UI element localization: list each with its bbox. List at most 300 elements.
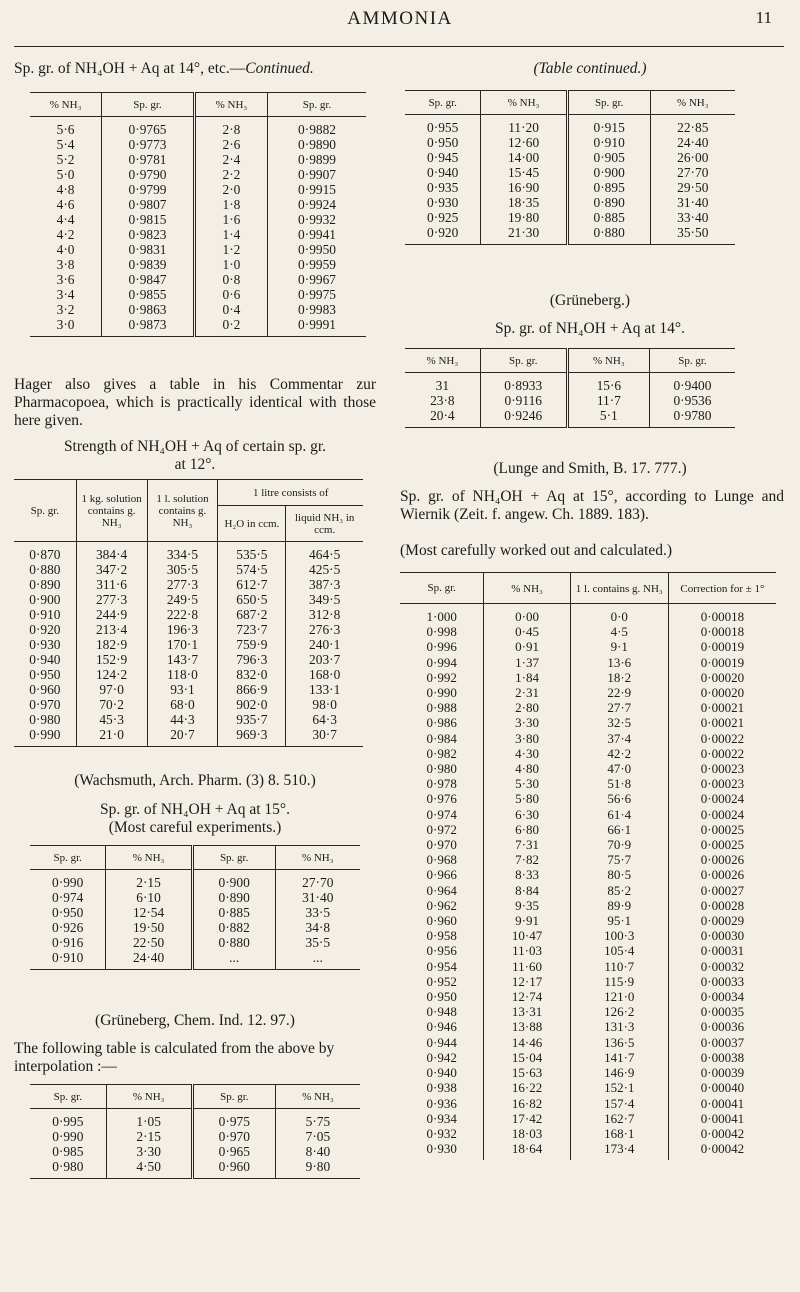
table7-header: 1 l. contains g. NH₃ xyxy=(570,573,668,604)
table-cell: 0·980 xyxy=(29,712,61,727)
table3-row xyxy=(30,950,360,970)
table2-header-spgr: Sp. gr. xyxy=(14,480,76,542)
table7-row xyxy=(400,746,776,761)
table6-title: Sp. gr. of NH₄OH + Aq at 14°. xyxy=(495,320,685,337)
table-cell: 0·9975 xyxy=(268,287,366,302)
table7-row xyxy=(400,1004,776,1019)
table-cell: 0·942 xyxy=(426,1049,457,1065)
table-cell: 0·9765 xyxy=(102,117,195,138)
table-cell: 11·20 xyxy=(481,115,567,136)
table2-row xyxy=(14,592,363,607)
table-cell: 0·915 xyxy=(567,115,650,136)
table-cell: 0·920 xyxy=(29,622,61,637)
table-cell: 18·2 xyxy=(570,670,668,685)
table-cell: 157·4 xyxy=(570,1096,668,1111)
table-cell: 0·946 xyxy=(426,1019,457,1035)
table-cell: 5·75 xyxy=(275,1109,360,1130)
table-cell: 0·950 xyxy=(52,905,84,920)
table-cell: 0·960 xyxy=(192,1159,275,1179)
table-cell: 0·945 xyxy=(427,150,459,165)
table-cell: 0·9915 xyxy=(268,182,366,197)
table-cell: 21·30 xyxy=(481,225,567,245)
table-cell: 0·998 xyxy=(426,624,457,640)
table2-header-litre: 1 l. solution contains g. NH₃ xyxy=(147,480,218,542)
table4-row xyxy=(30,1109,360,1130)
table-cell: 0·9781 xyxy=(102,152,195,167)
table-cell: 0·890 xyxy=(29,577,61,592)
table-cell: 2·31 xyxy=(484,685,570,700)
table-cell: 0·00025 xyxy=(668,837,776,852)
table-cell: 0·954 xyxy=(426,958,457,974)
table6-row xyxy=(405,408,735,428)
table-cell: 16·90 xyxy=(481,180,567,195)
table-cell: 0·9116 xyxy=(480,393,567,408)
table-cell: 35·50 xyxy=(650,225,735,245)
table-cell: 0·930 xyxy=(427,195,459,210)
table-cell: 0·6 xyxy=(194,287,267,302)
table-cell: 0·926 xyxy=(52,920,84,935)
table3-row xyxy=(30,935,360,950)
table-cell: 2·15 xyxy=(106,1129,192,1144)
table-cell: 0·916 xyxy=(52,935,84,950)
table-cell: 0·00034 xyxy=(668,989,776,1004)
table-cell: 0·9890 xyxy=(268,137,366,152)
table3-source: (Grüneberg, Chem. Ind. 12. 97.) xyxy=(95,1012,295,1029)
table-cell: 170·1 xyxy=(147,637,218,652)
table5-source: (Grüneberg.) xyxy=(549,292,631,309)
table-cell: 0·968 xyxy=(426,852,457,868)
table1-row xyxy=(30,117,366,138)
table-cell: 0·880 xyxy=(192,935,275,950)
table-cell: 0·00023 xyxy=(668,761,776,776)
table-cell: 100·3 xyxy=(570,928,668,943)
table-cell: 0·900 xyxy=(29,592,61,607)
table-cell: 15·6 xyxy=(567,373,649,394)
table-cell: 3·8 xyxy=(56,257,75,272)
table-cell: 2·80 xyxy=(484,700,570,715)
table-cell: 0·00036 xyxy=(668,1019,776,1034)
table-cell: 1·37 xyxy=(484,655,570,670)
table3-row xyxy=(30,870,360,891)
table-cell: 30·7 xyxy=(286,727,363,747)
table7-row xyxy=(400,867,776,882)
table-cell: 152·9 xyxy=(76,652,147,667)
table-cell: 21·0 xyxy=(76,727,147,747)
table-cell: 0·996 xyxy=(426,639,457,655)
table7-row xyxy=(400,913,776,928)
table-cell: 22·85 xyxy=(650,115,735,136)
table-cell: 196·3 xyxy=(147,622,218,637)
table-cell: 249·5 xyxy=(147,592,218,607)
table-cell: 4·2 xyxy=(56,227,75,242)
table7-row xyxy=(400,943,776,958)
table-cell: 0·00041 xyxy=(668,1096,776,1111)
table-cell: 0·944 xyxy=(426,1034,457,1050)
table6-row xyxy=(405,373,735,394)
table1-row xyxy=(30,137,366,152)
table-cell: 18·35 xyxy=(481,195,567,210)
table-cell: 0·980 xyxy=(426,761,457,777)
table7-row xyxy=(400,655,776,670)
table2-title: Strength of NH₄OH + Aq of certain sp. gr. xyxy=(63,438,327,455)
table-cell: 61·4 xyxy=(570,807,668,822)
table-cell: 0·9831 xyxy=(102,242,195,257)
table-cell: 0·00019 xyxy=(668,639,776,654)
table-cell: 0·00027 xyxy=(668,883,776,898)
table-cell: 5·1 xyxy=(567,408,649,428)
table-cell: 902·0 xyxy=(218,697,286,712)
table-cell: 759·9 xyxy=(218,637,286,652)
table7-header: % NH₃ xyxy=(484,573,570,604)
table-cell: 0·9899 xyxy=(268,152,366,167)
table-cell: 0·00021 xyxy=(668,715,776,730)
table7-row xyxy=(400,807,776,822)
table-cell: 0·9536 xyxy=(649,393,735,408)
table-cell: 0·00021 xyxy=(668,700,776,715)
table-cell: 0·910 xyxy=(29,607,61,622)
table-cell: 80·5 xyxy=(570,867,668,882)
table-cell: 24·40 xyxy=(106,950,192,970)
table-cell: 0·00018 xyxy=(668,624,776,639)
table-cell: 31·40 xyxy=(275,890,360,905)
table7-row xyxy=(400,1096,776,1111)
table-cell: 0·9847 xyxy=(102,272,195,287)
table-cell: 0·970 xyxy=(426,837,457,853)
table-cell: 44·3 xyxy=(147,712,218,727)
table-cell: ... xyxy=(275,950,360,970)
table1-row xyxy=(30,227,366,242)
table-cell: 0·958 xyxy=(426,928,457,944)
table3-row xyxy=(30,905,360,920)
table2-subtitle: at 12°. xyxy=(174,456,216,473)
table-cell: 0·970 xyxy=(192,1129,275,1144)
table-cell: 0·00038 xyxy=(668,1050,776,1065)
table-cell: 0·00033 xyxy=(668,974,776,989)
table-cell: 0·935 xyxy=(427,180,459,195)
table-cell: 0·990 xyxy=(29,727,61,742)
table-cell: 6·10 xyxy=(106,890,192,905)
table-cell: 0·960 xyxy=(426,913,457,929)
table-cell: 0·8 xyxy=(194,272,267,287)
table-cell: 0·986 xyxy=(426,715,457,731)
table-cell: 13·6 xyxy=(570,655,668,670)
table-cell: 0·4 xyxy=(194,302,267,317)
table-cell: 6·80 xyxy=(484,822,570,837)
table-cell: 0·965 xyxy=(192,1144,275,1159)
table4-header: Sp. gr. xyxy=(192,1085,275,1109)
table-cell: 387·3 xyxy=(286,577,363,592)
table-cell: 0·882 xyxy=(192,920,275,935)
table-cell: 0·900 xyxy=(192,870,275,891)
table-cell: 2·6 xyxy=(194,137,267,152)
table7-row xyxy=(400,883,776,898)
table-cell: 66·1 xyxy=(570,822,668,837)
table-cell: 0·9983 xyxy=(268,302,366,317)
table7-row xyxy=(400,837,776,852)
table-cell: 22·50 xyxy=(106,935,192,950)
table5-header: % NH₃ xyxy=(481,91,567,115)
table-cell: 26·00 xyxy=(650,150,735,165)
table-cell: 33·40 xyxy=(650,210,735,225)
table-cell: 20·7 xyxy=(147,727,218,747)
table-cell: 14·00 xyxy=(481,150,567,165)
table2-row xyxy=(14,712,363,727)
table7-row xyxy=(400,791,776,806)
table1-header: % NH₃ xyxy=(30,93,102,117)
table3-header: Sp. gr. xyxy=(192,846,275,870)
table-cell: 37·4 xyxy=(570,731,668,746)
table-cell: 29·50 xyxy=(650,180,735,195)
table6 xyxy=(405,348,735,428)
table-cell: 70·2 xyxy=(76,697,147,712)
table-cell: 93·1 xyxy=(147,682,218,697)
table4-row xyxy=(30,1159,360,1179)
table-cell: 0·974 xyxy=(426,806,457,822)
table5-row xyxy=(405,135,735,150)
table-cell: 0·00028 xyxy=(668,898,776,913)
table-cell: 0·990 xyxy=(52,875,84,890)
table-cell: 32·5 xyxy=(570,715,668,730)
table-cell: 0·9839 xyxy=(102,257,195,272)
table7-row xyxy=(400,1050,776,1065)
table-cell: 0·9873 xyxy=(102,317,195,337)
table7-row xyxy=(400,624,776,639)
table2-row xyxy=(14,682,363,697)
table-cell: 0·934 xyxy=(426,1110,457,1126)
table6-header: % NH₃ xyxy=(567,349,649,373)
table-cell: 15·45 xyxy=(481,165,567,180)
table-cell: 12·54 xyxy=(106,905,192,920)
table1-row xyxy=(30,197,366,212)
table-cell: 0·995 xyxy=(52,1114,84,1129)
table-cell: 0·9799 xyxy=(102,182,195,197)
table-cell: 650·5 xyxy=(218,592,286,607)
table2-row xyxy=(14,607,363,622)
table-cell: 11·60 xyxy=(484,959,570,974)
table3-header: % NH₃ xyxy=(106,846,192,870)
table1-row xyxy=(30,242,366,257)
table7-row xyxy=(400,898,776,913)
table-cell: 0·910 xyxy=(52,950,84,965)
table4-header: % NH₃ xyxy=(275,1085,360,1109)
table4-row xyxy=(30,1144,360,1159)
table-cell: 4·4 xyxy=(56,212,75,227)
table6-source: (Lunge and Smith, B. 17. 777.) xyxy=(493,460,687,477)
table-cell: 15·63 xyxy=(484,1065,570,1080)
table-cell: 0·00037 xyxy=(668,1035,776,1050)
table-cell: 0·9780 xyxy=(649,408,735,428)
table6-header: Sp. gr. xyxy=(480,349,567,373)
table-cell: 0·00023 xyxy=(668,776,776,791)
table-cell: 182·9 xyxy=(76,637,147,652)
table7-row xyxy=(400,731,776,746)
table1-header: % NH₃ xyxy=(194,93,267,117)
table-cell: 0·00026 xyxy=(668,852,776,867)
table-cell: 0·9967 xyxy=(268,272,366,287)
table2-header-water: H₂O in ccm. xyxy=(218,506,286,542)
table1-header: Sp. gr. xyxy=(102,93,195,117)
table-cell: 97·0 xyxy=(76,682,147,697)
table-cell: 4·8 xyxy=(56,182,75,197)
table-cell: 51·8 xyxy=(570,776,668,791)
table1-row xyxy=(30,182,366,197)
paragraph-lunge-note: (Most carefully worked out and calculated.) xyxy=(400,542,673,559)
table3 xyxy=(30,845,360,970)
table-cell: 612·7 xyxy=(218,577,286,592)
table2-row xyxy=(14,652,363,667)
table-cell: 8·33 xyxy=(484,867,570,882)
table-cell: 0·00029 xyxy=(668,913,776,928)
table-cell: 0·890 xyxy=(192,890,275,905)
table-cell: 3·0 xyxy=(56,317,75,332)
table-cell: 0·885 xyxy=(567,210,650,225)
table-cell: 334·5 xyxy=(147,542,218,563)
table2-row xyxy=(14,727,363,747)
table-cell: 0·9815 xyxy=(102,212,195,227)
table-cell: 0·9807 xyxy=(102,197,195,212)
table-cell: 0·00025 xyxy=(668,822,776,837)
table7-row xyxy=(400,776,776,791)
table-cell: 0·948 xyxy=(426,1004,457,1020)
table-cell: 19·50 xyxy=(106,920,192,935)
table-cell: 0·978 xyxy=(426,776,457,792)
table-cell: 0·964 xyxy=(426,882,457,898)
table-cell: 935·7 xyxy=(218,712,286,727)
table-cell: 0·45 xyxy=(484,624,570,639)
table-cell: 0·975 xyxy=(192,1109,275,1130)
table5-row xyxy=(405,180,735,195)
table2-row xyxy=(14,577,363,592)
table-cell: 0·9924 xyxy=(268,197,366,212)
table4-header: Sp. gr. xyxy=(30,1085,106,1109)
table-cell: 0·910 xyxy=(567,135,650,150)
table-cell: 0·985 xyxy=(52,1144,84,1159)
table-cell: 95·1 xyxy=(570,913,668,928)
table-cell: 222·8 xyxy=(147,607,218,622)
table-cell: 0·956 xyxy=(426,943,457,959)
table-cell: 45·3 xyxy=(76,712,147,727)
table1-title: Sp. gr. of NH₄OH + Aq at 14°, etc.—Continued. xyxy=(14,60,314,77)
table-cell: 56·6 xyxy=(570,791,668,806)
table-cell: 2·2 xyxy=(194,167,267,182)
table-cell: 276·3 xyxy=(286,622,363,637)
table-cell: 1·84 xyxy=(484,670,570,685)
page-header-title: AMMONIA xyxy=(347,8,453,29)
table-cell: 0·00024 xyxy=(668,807,776,822)
table-cell: 0·895 xyxy=(567,180,650,195)
table-cell: 2·15 xyxy=(106,870,192,891)
table7-row xyxy=(400,1019,776,1034)
table5-row xyxy=(405,115,735,136)
table-cell: 0·9941 xyxy=(268,227,366,242)
table-cell: 0·938 xyxy=(426,1080,457,1096)
table1-row xyxy=(30,212,366,227)
table-cell: 64·3 xyxy=(286,712,363,727)
table3-title: Sp. gr. of NH₄OH + Aq at 15°. xyxy=(100,801,290,818)
table7-row xyxy=(400,715,776,730)
table-cell: 2·4 xyxy=(194,152,267,167)
table2-row xyxy=(14,622,363,637)
table-cell: 27·7 xyxy=(570,700,668,715)
table-cell: 0·00020 xyxy=(668,670,776,685)
table-cell: 0·900 xyxy=(567,165,650,180)
table-cell: 0·0 xyxy=(570,604,668,625)
table-cell: 0·00022 xyxy=(668,746,776,761)
table1-row xyxy=(30,167,366,182)
table-cell: 4·30 xyxy=(484,746,570,761)
table-cell: 18·03 xyxy=(484,1126,570,1141)
table-cell: 2·8 xyxy=(194,117,267,138)
table-cell: 1·6 xyxy=(194,212,267,227)
table-cell: 0·00019 xyxy=(668,655,776,670)
table-cell: 31·40 xyxy=(650,195,735,210)
table-cell: 4·50 xyxy=(106,1159,192,1179)
table-cell: 0·00042 xyxy=(668,1141,776,1160)
table-cell: 143·7 xyxy=(147,652,218,667)
table-cell: 17·42 xyxy=(484,1111,570,1126)
table-cell: 0·00026 xyxy=(668,867,776,882)
table-cell: 0·00022 xyxy=(668,731,776,746)
table-cell: 0·885 xyxy=(192,905,275,920)
table-cell: 5·80 xyxy=(484,791,570,806)
table-cell: 47·0 xyxy=(570,761,668,776)
table1-row xyxy=(30,272,366,287)
table-cell: 0·00020 xyxy=(668,685,776,700)
table-cell: 5·2 xyxy=(56,152,75,167)
table-cell: 0·880 xyxy=(567,225,650,245)
table-cell: ... xyxy=(192,950,275,970)
table-cell: 0·00030 xyxy=(668,928,776,943)
table-cell: 105·4 xyxy=(570,943,668,958)
table-cell: 35·5 xyxy=(275,935,360,950)
table-cell: 1·8 xyxy=(194,197,267,212)
table5-row xyxy=(405,225,735,245)
table-cell: 312·8 xyxy=(286,607,363,622)
table4 xyxy=(30,1084,360,1179)
table-cell: 118·0 xyxy=(147,667,218,682)
table3-row xyxy=(30,890,360,905)
table7-row xyxy=(400,928,776,943)
table-cell: 9·80 xyxy=(275,1159,360,1179)
table-cell: 213·4 xyxy=(76,622,147,637)
table7-row xyxy=(400,1141,776,1160)
table-cell: 162·7 xyxy=(570,1111,668,1126)
table3-header: % NH₃ xyxy=(275,846,360,870)
table-cell: 1·05 xyxy=(106,1109,192,1130)
table-cell: 20·4 xyxy=(430,408,455,423)
table7 xyxy=(400,572,776,1160)
table7-row xyxy=(400,822,776,837)
table-cell: 8·84 xyxy=(484,883,570,898)
table-cell: 98·0 xyxy=(286,697,363,712)
table2 xyxy=(14,479,363,747)
table-cell: 347·2 xyxy=(76,562,147,577)
table-cell: 1·4 xyxy=(194,227,267,242)
table-cell: 0·00 xyxy=(484,604,570,625)
table-cell: 0·00042 xyxy=(668,1126,776,1141)
table-cell: 0·00035 xyxy=(668,1004,776,1019)
table-cell: 7·31 xyxy=(484,837,570,852)
table-cell: 0·9991 xyxy=(268,317,366,337)
table-cell: 19·80 xyxy=(481,210,567,225)
table-cell: 0·966 xyxy=(426,867,457,883)
table2-header-kg: 1 kg. solution contains g. NH₃ xyxy=(76,480,147,542)
table-cell: 2·0 xyxy=(194,182,267,197)
table-cell: 0·950 xyxy=(29,667,61,682)
table-cell: 0·9882 xyxy=(268,117,366,138)
table-cell: 0·8933 xyxy=(480,373,567,394)
table6-row xyxy=(405,393,735,408)
